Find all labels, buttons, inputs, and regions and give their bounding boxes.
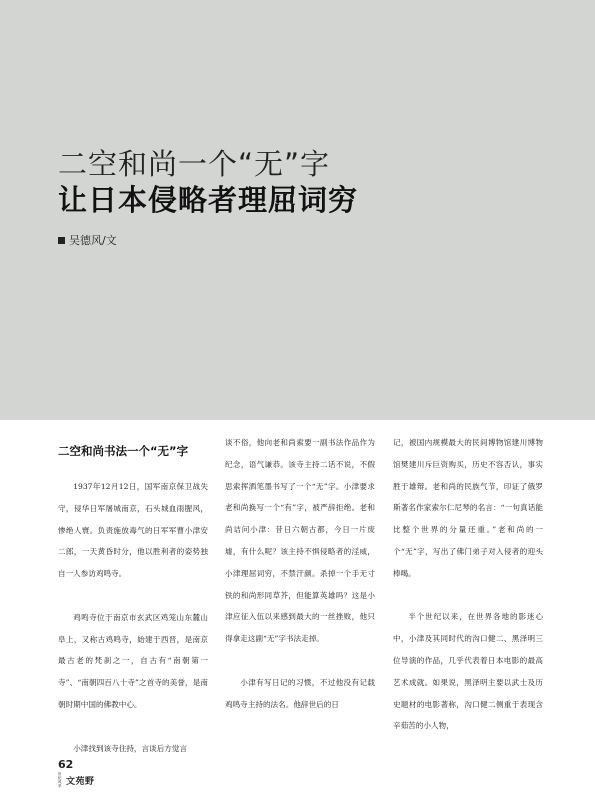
magazine-logo xyxy=(58,772,95,788)
byline xyxy=(58,232,117,248)
paragraph: 1937年12月12日，国军南京保卫战失守，侵华日军屠城南京，石头城血雨腥风，惨绝人寰。负责施放毒气的日军军曹小津安二郎，一天黄昏时分，他以胜利者的姿势独自一人参访鸡鸣寺。 xyxy=(58,482,208,579)
paragraph: 小津有写日记的习惯，不过他没有记载鸡鸣寺主持的法名。他辞世后的日 xyxy=(225,677,375,709)
section-heading: 二空和尚书法一个“无”字 xyxy=(58,444,189,458)
byline-text: 吴德风/文 xyxy=(69,234,117,247)
text-column-1 xyxy=(58,476,208,759)
square-bullet-icon xyxy=(58,237,65,244)
paragraph: 鸡鸣寺位于南京市玄武区鸡笼山东麓山阜上，又称古鸡鸣寺，始建于西晋，是南京最古老的梵刹之一，自古有“南朝第一寺”、“南朝四百八十寺”之首寺的美誉，是南朝时期中国的佛教中心。 xyxy=(58,612,208,709)
page-number: 62 xyxy=(58,758,74,771)
paragraph: 小津找到该寺住持，言谈后方觉言 xyxy=(73,743,188,753)
magazine-name: 文苑野 xyxy=(66,776,95,787)
paragraph: 半个世纪以来，在世界各地的影迷心中，小津及其同时代的沟口健二、黑泽明三位导演的作品，几乎代表着日本电影的最高艺术成就。如果说，黑泽明主要以武士及历史题材的电影著称，沟口健二侧重于表现含辛茹苦的小人物， xyxy=(393,612,543,731)
magazine-logo-small-text: 世纪风采 xyxy=(58,772,62,788)
article-title-line2: 让日本侵略者理屈词穷 xyxy=(58,183,359,217)
paragraph: 谈不俗，他向老和尚索要一副书法作品作为纪念，语气谦恭。该寺主持二话不说，不假思索挥洒笔墨书写了一个“无”字。小津要求老和尚换写一个“有”字，被严辞拒绝。老和尚诘问小津：昔日六朝古都，今日一片废墟，有什么呢？该主持不惧侵略者的淫威，小津理屈词穷，不禁汗颜。杀掉一个手无寸铁的和尚形同草芥，但能算英雄吗？这是小津应征入伍以来感到最大的一丝挫败，他只得拿走这副“无”字书法走掉。 xyxy=(225,438,375,644)
text-column-2 xyxy=(225,432,375,715)
text-column-3 xyxy=(393,432,543,737)
paragraph: 记，被国内规模最大的民间博物馆建川博物馆樊建川斥巨资购买，历史不容否认，事实胜于雄辩。老和尚的民族气节，印证了俄罗斯著名作家索尔仁尼琴的名言：“一句真话能比整个世界的分量还重。”老和尚的一个“无”字，写出了佛门弟子对入侵者的迎头棒喝。 xyxy=(393,438,543,578)
article-title-line1: 二空和尚一个“无”字 xyxy=(58,147,331,181)
page-footer xyxy=(58,759,95,788)
